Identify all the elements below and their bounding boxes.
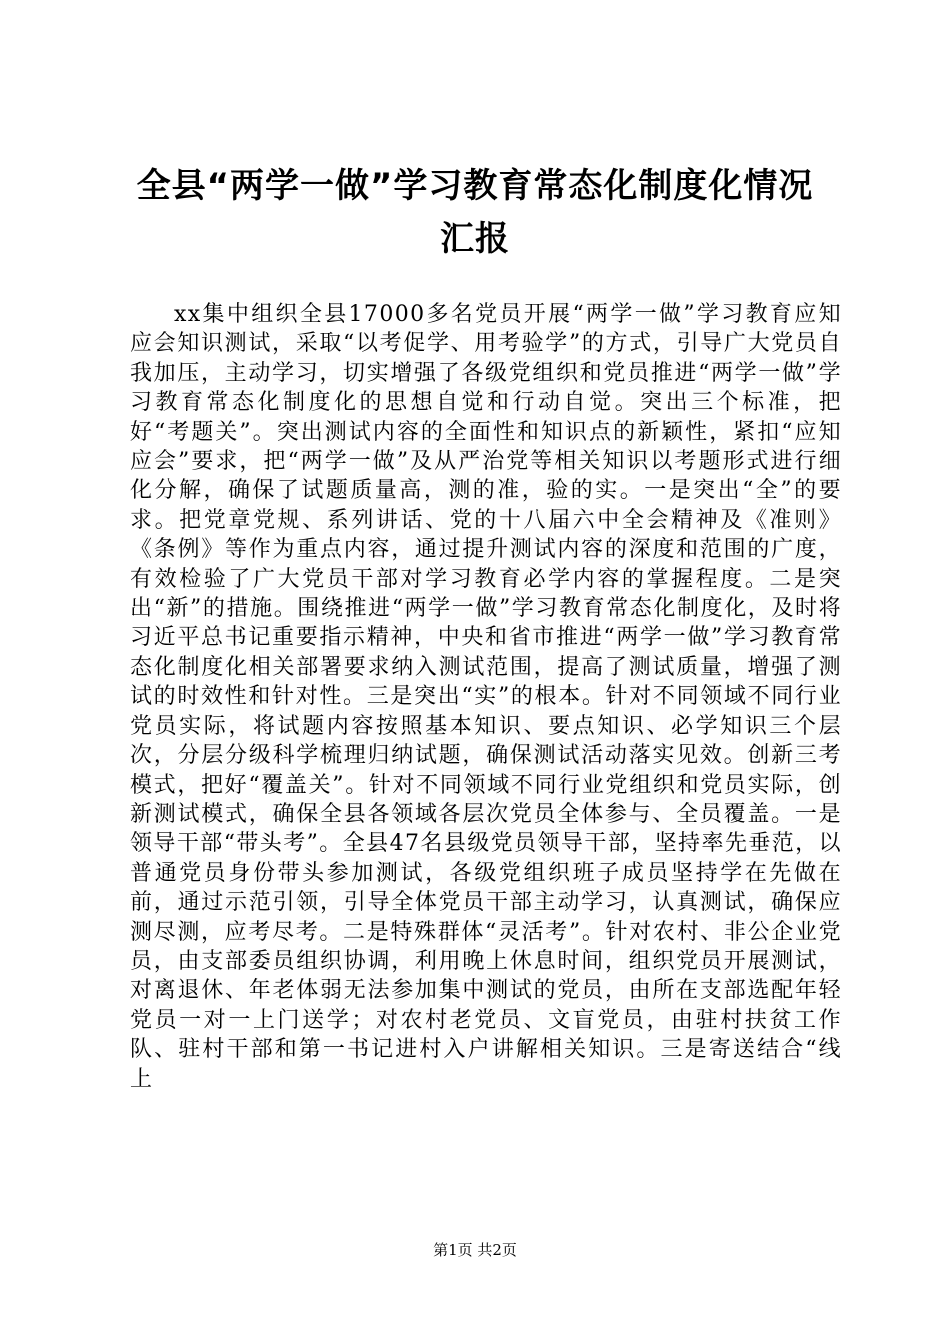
document-body-paragraph: xx集中组织全县17000多名党员开展“两学一做”学习教育应知应会知识测试，采取“以考促学、用考验学”的方式，引导广大党员自我加压，主动学习，切实增强了各级党组织和党员推进“两学一做”学习教育常态化制度化的思想自觉和行动自觉。突出三个标准，把好“考题关”。突出测试内容的全面性和知识点的新颖性，紧扣“应知应会”要求，把“两学一做”及从严治党等相关知识以考题形式进行细化分解，确保了试题质量高，测的准，验的实。一是突出“全”的要求。把党章党规、系列讲话、党的十八届六中全会精神及《准则》《条例》等作为重点内容，通过提升测试内容的深度和范围的广度，有效检验了广大党员干部对学习教育必学内容的掌握程度。二是突出“新”的措施。围绕推进“两学一做”学习教育常态化制度化，及时将习近平总书记重要指示精神，中央和省市推进“两学一做”学习教育常态化制度化相关部署要求纳入测试范围，提高了测试质量，增强了测试的时效性和针对性。三是突出“实”的根本。针对不同领域不同行业党员实际，将试题内容按照基本知识、要点知识、必学知识三个层次，分层分级科学梳理归纳试题，确保测试活动落实见效。创新三考模式，把好“覆盖关”。针对不同领域不同行业党组织和党员实际，创新测试模式，确保全县各领域各层次党员全体参与、全员覆盖。一是领导干部“带头考”。全县47名县级党员领导干部，坚持率先垂范，以普通党员身份带头参加测试，各级党组织班子成员坚持学在先做在前，通过示范引领，引导全体党员干部主动学习，认真测试，确保应测尽测，应考尽考。二是特殊群体“灵活考”。针对农村、非公企业党员，由支部委员组织协调，利用晚上休息时间，组织党员开展测试，对离退休、年老体弱无法参加集中测试的党员，由所在支部选配年轻党员一对一上门送学；对农村老党员、文盲党员，由驻村扶贫工作队、驻村干部和第一书记进村入户讲解相关知识。三是寄送结合“线上 [130, 302, 842, 1092]
page-number-footer: 第1页 共2页 [433, 1241, 517, 1259]
document-title: 全县“两学一做”学习教育常态化制度化情况汇报 [136, 166, 814, 259]
